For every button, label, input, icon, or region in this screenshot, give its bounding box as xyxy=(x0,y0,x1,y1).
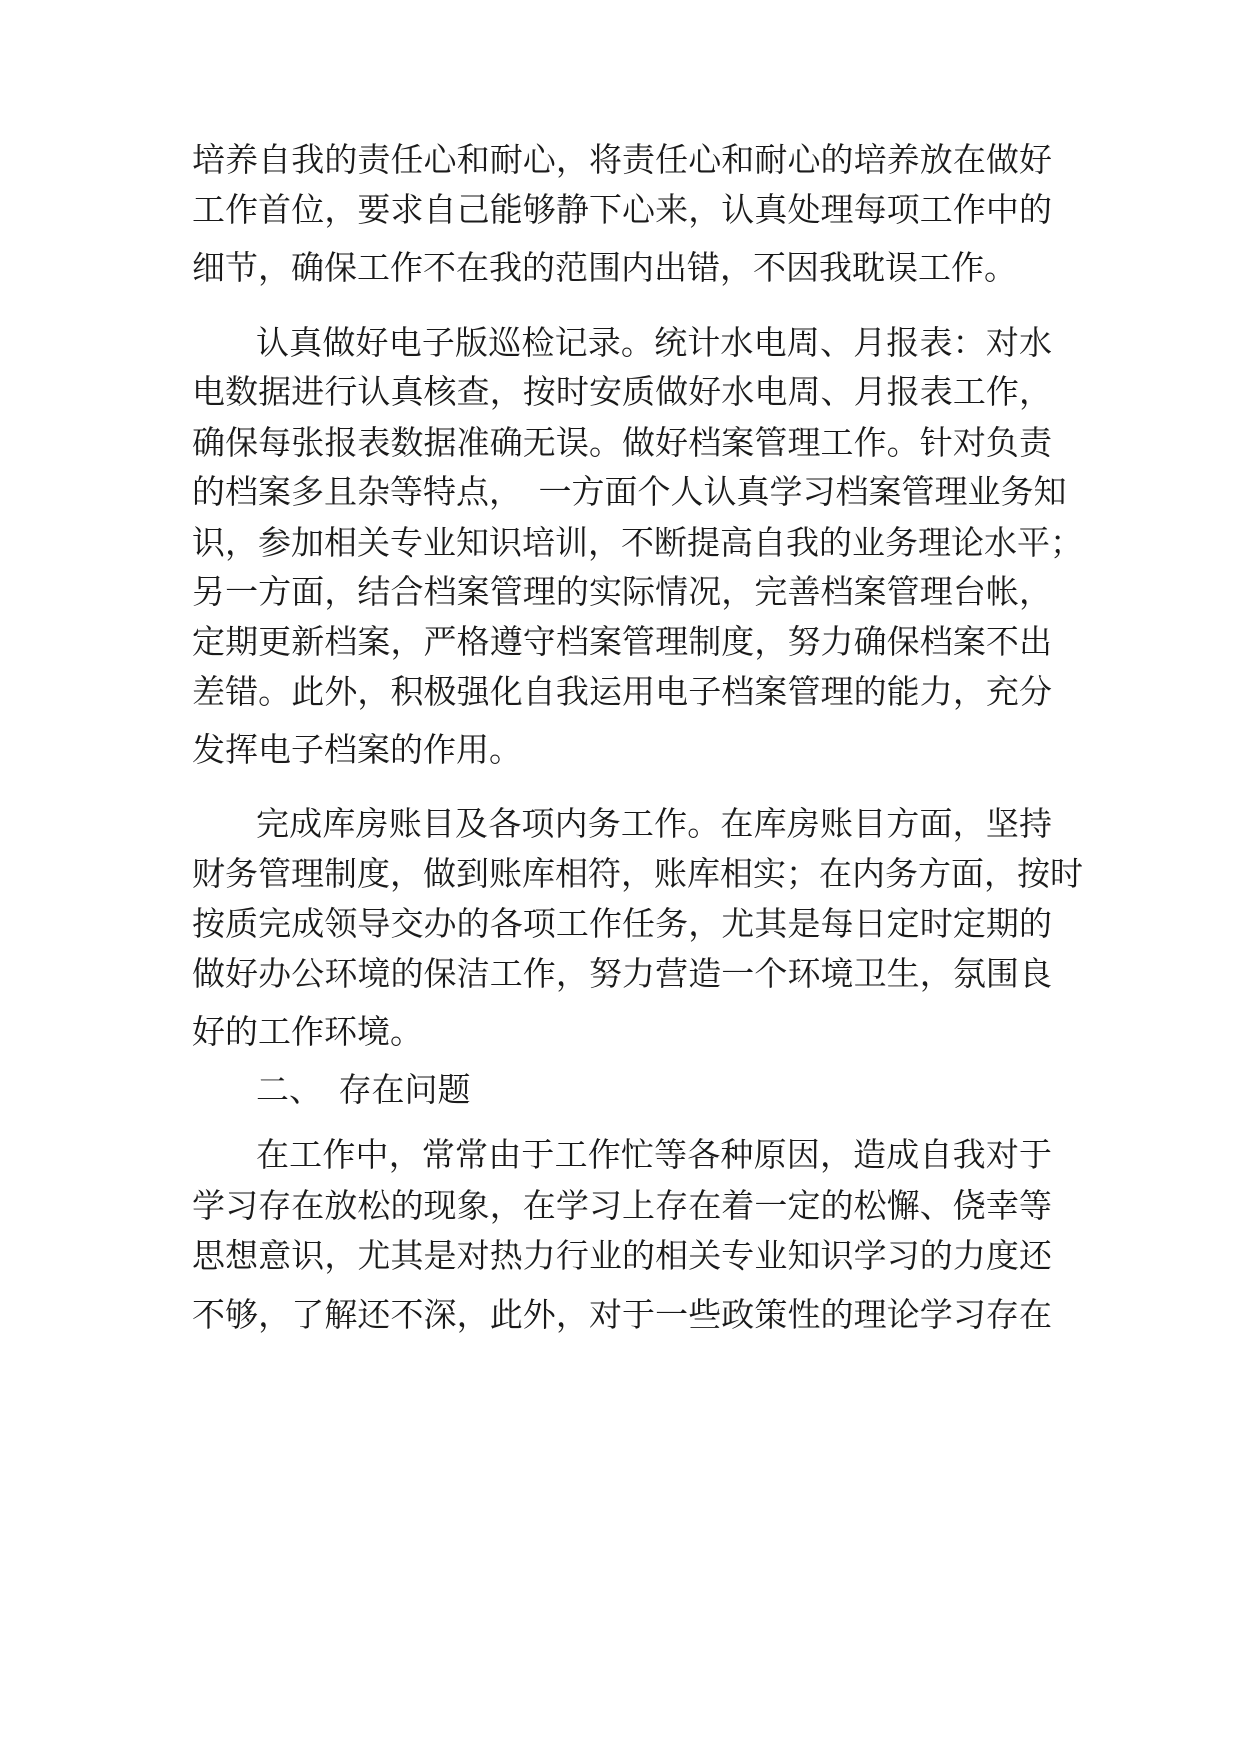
paragraph-line: 学习存在放松的现象，在学习上存在着一定的松懈、侥幸等 xyxy=(192,1186,1052,1225)
paragraph-line: 好的工作环境。 xyxy=(192,1012,423,1051)
paragraph-line: 另一方面，结合档案管理的实际情况，完善档案管理台帐， xyxy=(192,572,1052,611)
paragraph-line: 财务管理制度，做到账库相符，账库相实；在内务方面，按时 xyxy=(192,854,1083,893)
paragraph-line: 电数据进行认真核查，按时安质做好水电周、月报表工作， xyxy=(192,372,1052,411)
paragraph-line: 在工作中，常常由于工作忙等各种原因，造成自我对于 xyxy=(256,1135,1052,1174)
paragraph-line: 发挥电子档案的作用。 xyxy=(192,730,522,769)
paragraph-line: 不够，了解还不深，此外，对于一些政策性的理论学习存在 xyxy=(192,1295,1052,1334)
paragraph-line: 按质完成领导交办的各项工作任务，尤其是每日定时定期的 xyxy=(192,904,1052,943)
paragraph-line: 思想意识，尤其是对热力行业的相关专业知识学习的力度还 xyxy=(192,1236,1052,1275)
paragraph-line: 培养自我的责任心和耐心，将责任心和耐心的培养放在做好 xyxy=(192,140,1052,179)
paragraph-line: 做好办公环境的保洁工作，努力营造一个环境卫生，氛围良 xyxy=(192,954,1052,993)
paragraph-line: 认真做好电子版巡检记录。统计水电周、月报表：对水 xyxy=(256,323,1052,362)
paragraph-line: 确保每张报表数据准确无误。做好档案管理工作。针对负责 xyxy=(192,423,1052,462)
paragraph-line: 差错。此外，积极强化自我运用电子档案管理的能力，充分 xyxy=(192,672,1052,711)
paragraph-line: 工作首位，要求自己能够静下心来，认真处理每项工作中的 xyxy=(192,190,1052,229)
paragraph-line: 识，参加相关专业知识培训，不断提高自我的业务理论水平； xyxy=(192,523,1083,562)
paragraph-line: 细节，确保工作不在我的范围内出错，不因我耽误工作。 xyxy=(192,248,1017,287)
paragraph-line: 的档案多且杂等特点， 一方面个人认真学习档案管理业务知 xyxy=(192,472,1067,511)
paragraph-line: 完成库房账目及各项内务工作。在库房账目方面，坚持 xyxy=(256,804,1052,843)
paragraph-line: 定期更新档案，严格遵守档案管理制度，努力确保档案不出 xyxy=(192,622,1052,661)
section-heading: 二、 存在问题 xyxy=(256,1070,471,1109)
